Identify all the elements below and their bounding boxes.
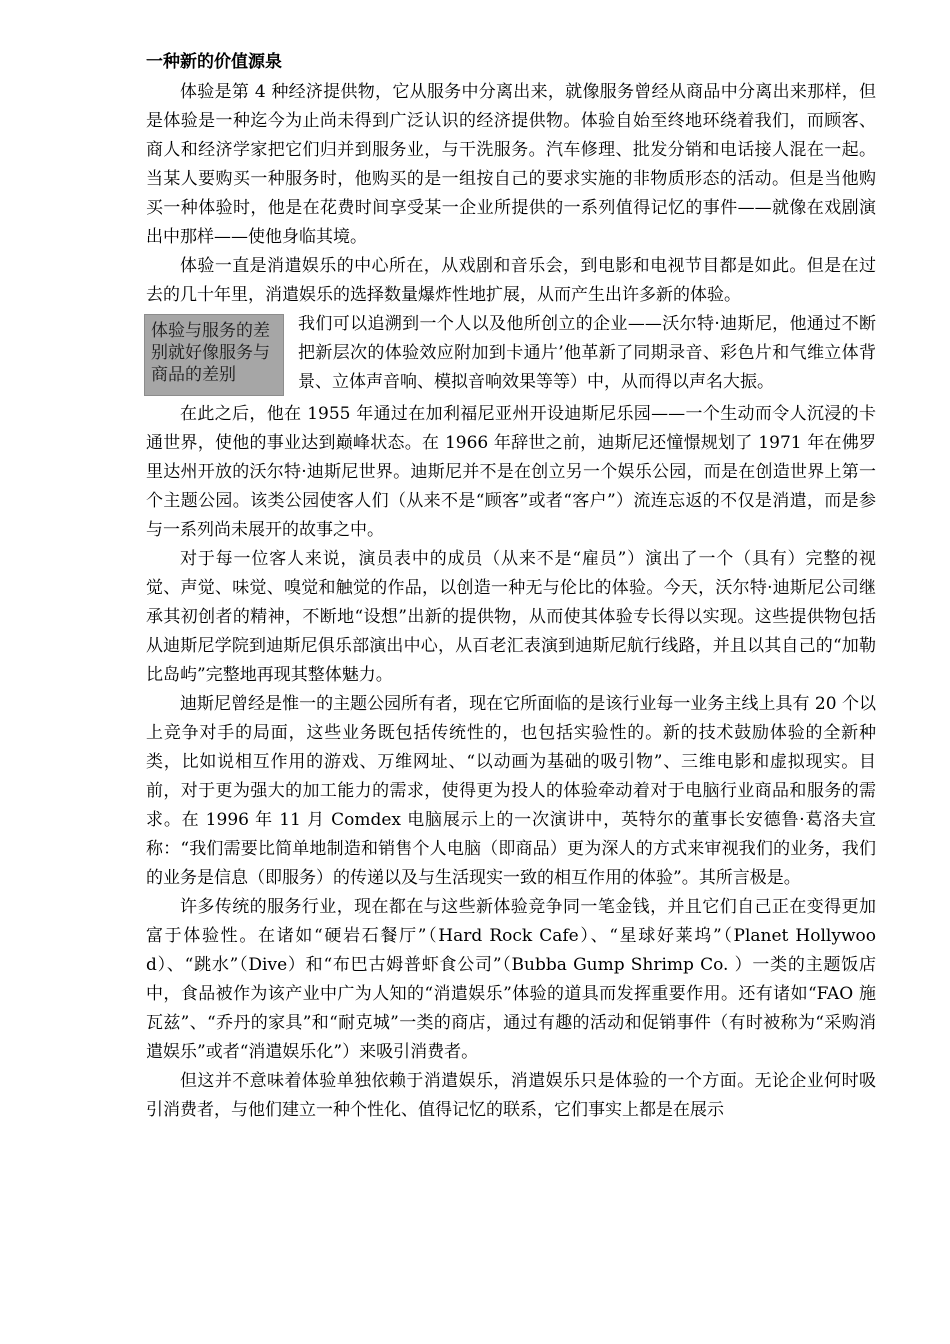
- paragraph-6: 迪斯尼曾经是惟一的主题公园所有者，现在它所面临的是该行业每一业务主线上具有 20 个以上竞争对手的局面，这些业务既包括传统性的，也包括实验性的。新的技术鼓励体验的全新种类，比如说相互作用的游戏、万维网址、“以动画为基础的吸引物”、三维电影和虚拟现实。目前，对于更为强大的加工能力的需求，使得更为投人的体验牵动着对于电脑行业商品和服务的需求。在 1996 年 11 月 Comdex 电脑展示上的一次演讲中，英特尔的董事长安德鲁·葛洛夫宣称：“我们需要比简单地制造和销售个人电脑（即商品）更为深人的方式来审视我们的业务，我们的业务是信息（即服务）的传递以及与生活现实一致的相互作用的体验”。其所言极是。: [146, 694, 876, 888]
- paragraph-7: 许多传统的服务行业，现在都在与这些新体验竞争同一笔金钱，并且它们自己正在变得更加富于体验性。在诸如“硬岩石餐厅”（Hard Rock Cafe）、“星球好莱坞”（Planet Hollywood）、“跳水”（Dive）和“布巴古姆普虾食公司”（Bubba Gump Shrimp Co. ）一类的主题饭店中，食品被作为该产业中广为人知的“消遣娱乐”体验的道具而发挥重要作用。还有诸如“FAO 施瓦兹”、“乔丹的家具”和“耐克城”一类的商店，通过有趣的活动和促销事件（有时被称为“采购消遣娱乐”或者“消遣娱乐化”）来吸引消费者。: [146, 897, 876, 1062]
- paragraph-1: 体验是第 4 种经济提供物，它从服务中分离出来，就像服务曾经从商品中分离出来那样，但是体验是一种迄今为止尚未得到广泛认识的经济提供物。体验自始至终地环绕着我们，而顾客、商人和经济学家把它们归并到服务业，与干洗服务。汽车修理、批发分销和电话接人混在一起。当某人要购买一种服务时，他购买的是一组按自己的要求实施的非物质形态的活动。但是当他购买一种体验时，他是在花费时间享受某一企业所提供的一系列值得记忆的事件——就像在戏剧演出中那样——使他身临其境。: [146, 82, 876, 247]
- paragraph-5: 对于每一位客人来说，演员表中的成员（从来不是“雇员”）演出了一个（具有）完整的视觉、声觉、味觉、嗅觉和触觉的作品，以创造一种无与伦比的体验。今天，沃尔特·迪斯尼公司继承其初创者的精神，不断地“设想”出新的提供物，从而使其体验专长得以实现。这些提供物包括从迪斯尼学院到迪斯尼俱乐部演出中心，从百老汇表演到迪斯尼航行线路，并且以其自己的“加勒比岛屿”完整地再现其整体魅力。: [146, 549, 876, 685]
- pullquote-section: [146, 310, 876, 400]
- section-heading: 一种新的价值源泉: [146, 52, 282, 72]
- paragraph-2: 体验一直是消遣娱乐的中心所在，从戏剧和音乐会，到电影和电视节目都是如此。但是在过去的几十年里，消遣娱乐的选择数量爆炸性地扩展，从而产生出许多新的体验。: [146, 256, 876, 305]
- paragraph-4: 在此之后，他在 1955 年通过在加利福尼亚州开设迪斯尼乐园——一个生动而令人沉浸的卡通世界，使他的事业达到巅峰状态。在 1966 年辞世之前，迪斯尼还憧憬规划了 1971 年在佛罗里达州开放的沃尔特·迪斯尼世界。迪斯尼并不是在创立另一个娱乐公园，而是在创造世界上第一个主题公园。该类公园使客人们（从来不是“顾客”或者“客户”）流连忘返的不仅是消遣，而是参与一系列尚未展开的故事之中。: [146, 404, 876, 540]
- paragraph-8: 但这并不意味着体验单独依赖于消遣娱乐，消遣娱乐只是体验的一个方面。无论企业何时吸引消费者，与他们建立一种个性化、值得记忆的联系，它们事实上都是在展示: [146, 1071, 876, 1120]
- pullquote-box: 体验与服务的差别就好像服务与商品的差别: [144, 314, 284, 396]
- paragraph-3: 我们可以追溯到一个人以及他所创立的企业——沃尔特·迪斯尼，他通过不断把新层次的体验效应附加到卡通片’他革新了同期录音、彩色片和气维立体背景、立体声音响、模拟音响效果等等）中，从而得以声名大振。: [298, 314, 876, 392]
- document-page: [146, 50, 876, 1125]
